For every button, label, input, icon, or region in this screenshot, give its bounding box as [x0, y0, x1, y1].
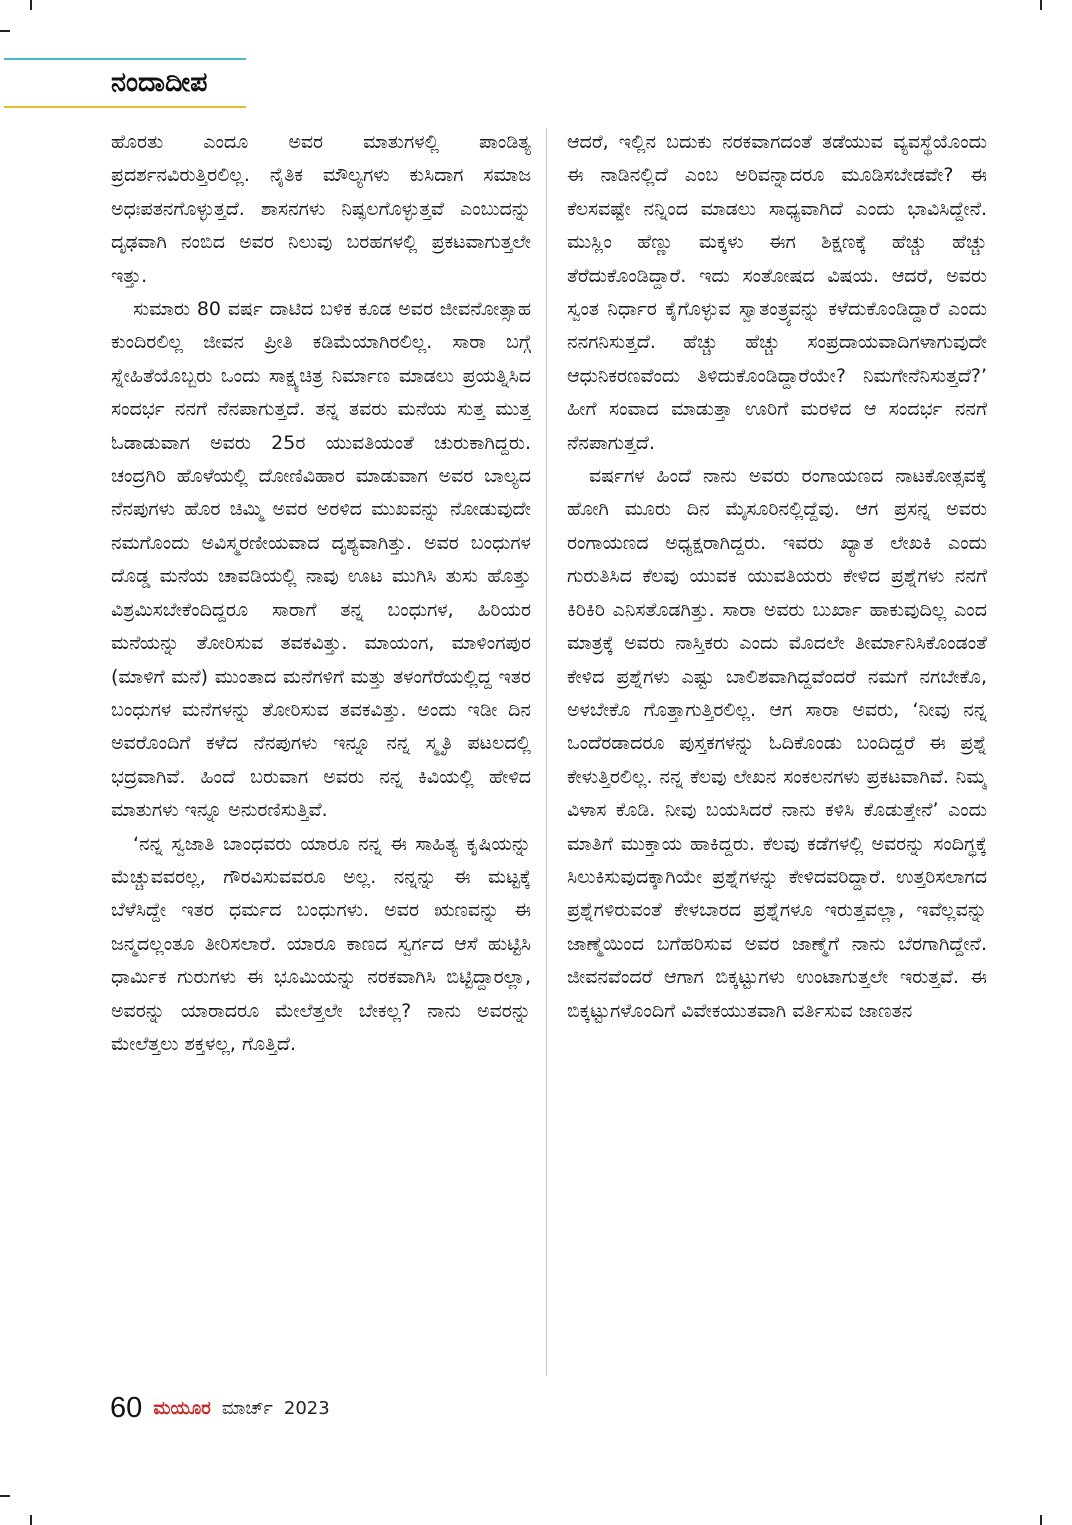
crop-mark	[0, 1495, 10, 1497]
column-divider	[546, 128, 547, 1376]
paragraph: ಹೊರತು ಎಂದೂ ಅವರ ಮಾತುಗಳಲ್ಲಿ ಪಾಂಡಿತ್ಯ ಪ್ರದರ್ಶನವಿರುತ್ತಿರಲಿಲ್ಲ. ನೈತಿಕ ಮೌಲ್ಯಗಳು ಕುಸಿದಾಗ ಸಮಾಜ ಅಧಃಪತನಗೊಳ್ಳುತ್ತದೆ. ಶಾಸನಗಳು ನಿಷ್ಫಲಗೊಳ್ಳುತ್ತವೆ ಎಂಬುದನ್ನು ದೃಢವಾಗಿ ನಂಬಿದ ಅವರ ನಿಲುವು ಬರಹಗಳಲ್ಲಿ ಪ್ರಕಟವಾಗುತ್ತಲೇ ಇತ್ತು.	[111, 131, 531, 287]
issue-year: 2023	[283, 1398, 330, 1419]
crop-mark	[1040, 1515, 1042, 1525]
magazine-logo: ಮಯೂರ	[153, 1398, 211, 1419]
page-footer	[110, 1392, 330, 1432]
paragraph: ಸುಮಾರು 80 ವರ್ಷ ದಾಟಿದ ಬಳಿಕ ಕೂಡ ಅವರ ಜೀವನೋತ್ಸಾಹ ಕುಂದಿರಲಿಲ್ಲ ಜೀವನ ಪ್ರೀತಿ ಕಡಿಮೆಯಾಗಿರಲಿಲ್ಲ. ಸಾರಾ ಬಗ್ಗೆ ಸ್ನೇಹಿತೆಯೊಬ್ಬರು ಒಂದು ಸಾಕ್ಷ್ಯಚಿತ್ರ ನಿರ್ಮಾಣ ಮಾಡಲು ಪ್ರಯತ್ನಿಸಿದ ಸಂದರ್ಭ ನನಗೆ ನೆನಪಾಗುತ್ತದೆ. ತನ್ನ ತವರು ಮನೆಯ ಸುತ್ತ ಮುತ್ತ ಓಡಾಡುವಾಗ ಅವರು 25ರ ಯುವತಿಯಂತೆ ಚುರುಕಾಗಿದ್ದರು. ಚಂದ್ರಗಿರಿ ಹೊಳೆಯಲ್ಲಿ ದೋಣಿವಿಹಾರ ಮಾಡುವಾಗ ಅವರ ಬಾಲ್ಯದ ನೆನಪುಗಳು ಹೊರ ಚಿಮ್ಮಿ ಅವರ ಅರಳಿದ ಮುಖವನ್ನು ನೋಡುವುದೇ ನಮಗೊಂದು ಅವಿಸ್ಮರಣೀಯವಾದ ದೃಶ್ಯವಾಗಿತ್ತು. ಅವರ ಬಂಧುಗಳ ದೊಡ್ಡ ಮನೆಯ ಚಾವಡಿಯಲ್ಲಿ ನಾವು ಊಟ ಮುಗಿಸಿ ತುಸು ಹೊತ್ತು ವಿಶ್ರಮಿಸಬೇಕೆಂದಿದ್ದರೂ ಸಾರಾಗೆ ತನ್ನ ಬಂಧುಗಳ, ಹಿರಿಯರ ಮನೆಯನ್ನು ತೋರಿಸುವ ತವಕವಿತ್ತು. ಮಾಯಂಗ, ಮಾಳಿಂಗಪುರ (ಮಾಳಿಗೆ ಮನೆ) ಮುಂತಾದ ಮನೆಗಳಿಗೆ ಮತ್ತು ತಳಂಗೆರೆಯಲ್ಲಿದ್ದ ಇತರ ಬಂಧುಗಳ ಮನೆಗಳನ್ನು ತೋರಿಸುವ ತವಕವಿತ್ತು. ಅಂದು ಇಡೀ ದಿನ ಅವರೊಂದಿಗೆ ಕಳೆದ ನೆನಪುಗಳು ಇನ್ನೂ ನನ್ನ ಸ್ಮೃತಿ ಪಟಲದಲ್ಲಿ ಭದ್ರವಾಗಿವೆ. ಹಿಂದೆ ಬರುವಾಗ ಅವರು ನನ್ನ ಕಿವಿಯಲ್ಲಿ ಹೇಳಿದ ಮಾತುಗಳು ಇನ್ನೂ ಅನುರಣಿಸುತ್ತಿವೆ.	[111, 298, 531, 822]
crop-mark	[0, 30, 10, 32]
paragraph: ‘ನನ್ನ ಸ್ವಜಾತಿ ಬಾಂಧವರು ಯಾರೂ ನನ್ನ ಈ ಸಾಹಿತ್ಯ ಕೃಷಿಯನ್ನು ಮೆಚ್ಚುವವರಲ್ಲ, ಗೌರವಿಸುವವರೂ ಅಲ್ಲ. ನನ್ನನ್ನು ಈ ಮಟ್ಟಕ್ಕೆ ಬೆಳೆಸಿದ್ದೇ ಇತರ ಧರ್ಮದ ಬಂಧುಗಳು. ಅವರ ಋಣವನ್ನು ಈ ಜನ್ಮದಲ್ಲಂತೂ ತೀರಿಸಲಾರೆ. ಯಾರೂ ಕಾಣದ ಸ್ವರ್ಗದ ಆಸೆ ಹುಟ್ಟಿಸಿ ಧಾರ್ಮಿಕ ಗುರುಗಳು ಈ ಭೂಮಿಯನ್ನು ನರಕವಾಗಿಸಿ ಬಿಟ್ಟಿದ್ದಾರಲ್ಲಾ, ಅವರನ್ನು ಯಾರಾದರೂ ಮೇಲೆತ್ತಲೇ ಬೇಕಲ್ಲ? ನಾನು ಅವರನ್ನು ಮೇಲೆತ್ತಲು ಶಕ್ತಳಲ್ಲ, ಗೊತ್ತಿದೆ.	[111, 832, 531, 1055]
header-rule-top	[4, 58, 246, 60]
section-header	[4, 58, 246, 108]
article-column-left	[111, 126, 531, 1384]
page-number: 60	[110, 1392, 143, 1424]
issue-month: ಮಾರ್ಚ್	[221, 1398, 273, 1419]
crop-mark	[30, 1515, 32, 1525]
paragraph: ವರ್ಷಗಳ ಹಿಂದೆ ನಾನು ಅವರು ರಂಗಾಯಣದ ನಾಟಕೋತ್ಸವಕ್ಕೆ ಹೋಗಿ ಮೂರು ದಿನ ಮೈಸೂರಿನಲ್ಲಿದ್ದೆವು. ಆಗ ಪ್ರಸನ್ನ ಅವರು ರಂಗಾಯಣದ ಅಧ್ಯಕ್ಷರಾಗಿದ್ದರು. ಇವರು ಖ್ಯಾತ ಲೇಖಕಿ ಎಂದು ಗುರುತಿಸಿದ ಕೆಲವು ಯುವಕ ಯುವತಿಯರು ಕೇಳಿದ ಪ್ರಶ್ನೆಗಳು ನನಗೆ ಕಿರಿಕಿರಿ ಎನಿಸತೊಡಗಿತ್ತು. ಸಾರಾ ಅವರು ಬುರ್ಖಾ ಹಾಕುವುದಿಲ್ಲ ಎಂದ ಮಾತ್ರಕ್ಕೆ ಅವರು ನಾಸ್ತಿಕರು ಎಂದು ಮೊದಲೇ ತೀರ್ಮಾನಿಸಿಕೊಂಡಂತೆ ಕೇಳಿದ ಪ್ರಶ್ನೆಗಳು ಎಷ್ಟು ಬಾಲಿಶವಾಗಿದ್ದವೆಂದರೆ ನಮಗೆ ನಗಬೇಕೊ, ಅಳಬೇಕೊ ಗೊತ್ತಾಗುತ್ತಿರಲಿಲ್ಲ. ಆಗ ಸಾರಾ ಅವರು, ‘ನೀವು ನನ್ನ ಒಂದೆರಡಾದರೂ ಪುಸ್ತಕಗಳನ್ನು ಓದಿಕೊಂಡು ಬಂದಿದ್ದರೆ ಈ ಪ್ರಶ್ನೆ ಕೇಳುತ್ತಿರಲಿಲ್ಲ. ನನ್ನ ಕೆಲವು ಲೇಖನ ಸಂಕಲನಗಳು ಪ್ರಕಟವಾಗಿವೆ. ನಿಮ್ಮ ವಿಳಾಸ ಕೊಡಿ. ನೀವು ಬಯಸಿದರೆ ನಾನು ಕಳಿಸಿ ಕೊಡುತ್ತೇನೆ’ ಎಂದು ಮಾತಿಗೆ ಮುಕ್ತಾಯ ಹಾಕಿದ್ದರು. ಕೆಲವು ಕಡೆಗಳಲ್ಲಿ ಅವರನ್ನು ಸಂದಿಗ್ಧಕ್ಕೆ ಸಿಲುಕಿಸುವುದಕ್ಕಾಗಿಯೇ ಪ್ರಶ್ನೆಗಳನ್ನು ಕೇಳಿದವರಿದ್ದಾರೆ. ಉತ್ತರಿಸಲಾಗದ ಪ್ರಶ್ನೆಗಳಿರುವಂತೆ ಕೇಳಬಾರದ ಪ್ರಶ್ನೆಗಳೂ ಇರುತ್ತವಲ್ಲಾ, ಇವೆಲ್ಲವನ್ನು ಜಾಣ್ಮೆಯಿಂದ ಬಗೆಹರಿಸುವ ಅವರ ಜಾಣ್ಮೆಗೆ ನಾನು ಬೆರಗಾಗಿದ್ದೇನೆ. ಜೀವನವೆಂದರೆ ಆಗಾಗ ಬಿಕ್ಕಟ್ಟುಗಳು ಉಂಟಾಗುತ್ತಲೇ ಇರುತ್ತವೆ. ಈ ಬಿಕ್ಕಟ್ಟುಗಳೊಂದಿಗೆ ವಿವೇಕಯುತವಾಗಿ ವರ್ತಿಸುವ ಜಾಣತನ	[567, 465, 987, 1022]
crop-mark	[1040, 0, 1042, 10]
paragraph: ಆದರೆ, ಇಲ್ಲಿನ ಬದುಕು ನರಕವಾಗದಂತೆ ತಡೆಯುವ ವ್ಯವಸ್ಥೆಯೊಂದು ಈ ನಾಡಿನಲ್ಲಿದೆ ಎಂಬ ಅರಿವನ್ನಾದರೂ ಮೂಡಿಸಬೇಡವೇ? ಈ ಕೆಲಸವಷ್ಟೇ ನನ್ನಿಂದ ಮಾಡಲು ಸಾಧ್ಯವಾಗಿದೆ ಎಂದು ಭಾವಿಸಿದ್ದೇನೆ. ಮುಸ್ಲಿಂ ಹೆಣ್ಣು ಮಕ್ಕಳು ಈಗ ಶಿಕ್ಷಣಕ್ಕೆ ಹೆಚ್ಚು ಹೆಚ್ಚು ತೆರೆದುಕೊಂಡಿದ್ದಾರೆ. ಇದು ಸಂತೋಷದ ವಿಷಯ. ಆದರೆ, ಅವರು ಸ್ವಂತ ನಿರ್ಧಾರ ಕೈಗೊಳ್ಳುವ ಸ್ವಾತಂತ್ರ್ಯವನ್ನು ಕಳೆದುಕೊಂಡಿದ್ದಾರೆ ಎಂದು ನನಗನಿಸುತ್ತದೆ. ಹೆಚ್ಚು ಹೆಚ್ಚು ಸಂಪ್ರದಾಯವಾದಿಗಳಾಗುವುದೇ ಆಧುನಿಕರಣವೆಂದು ತಿಳಿದುಕೊಂಡಿದ್ದಾರೆಯೇ? ನಿಮಗೇನೆನಿಸುತ್ತದೆ?’ ಹೀಗೆ ಸಂವಾದ ಮಾಡುತ್ತಾ ಊರಿಗೆ ಮರಳಿದ ಆ ಸಂದರ್ಭ ನನಗೆ ನೆನಪಾಗುತ್ತದೆ.	[567, 131, 987, 454]
section-title: ನಂದಾದೀಪ	[111, 67, 208, 98]
header-rule-bottom	[4, 106, 246, 108]
crop-mark	[30, 0, 32, 10]
article-column-right	[567, 126, 987, 1384]
